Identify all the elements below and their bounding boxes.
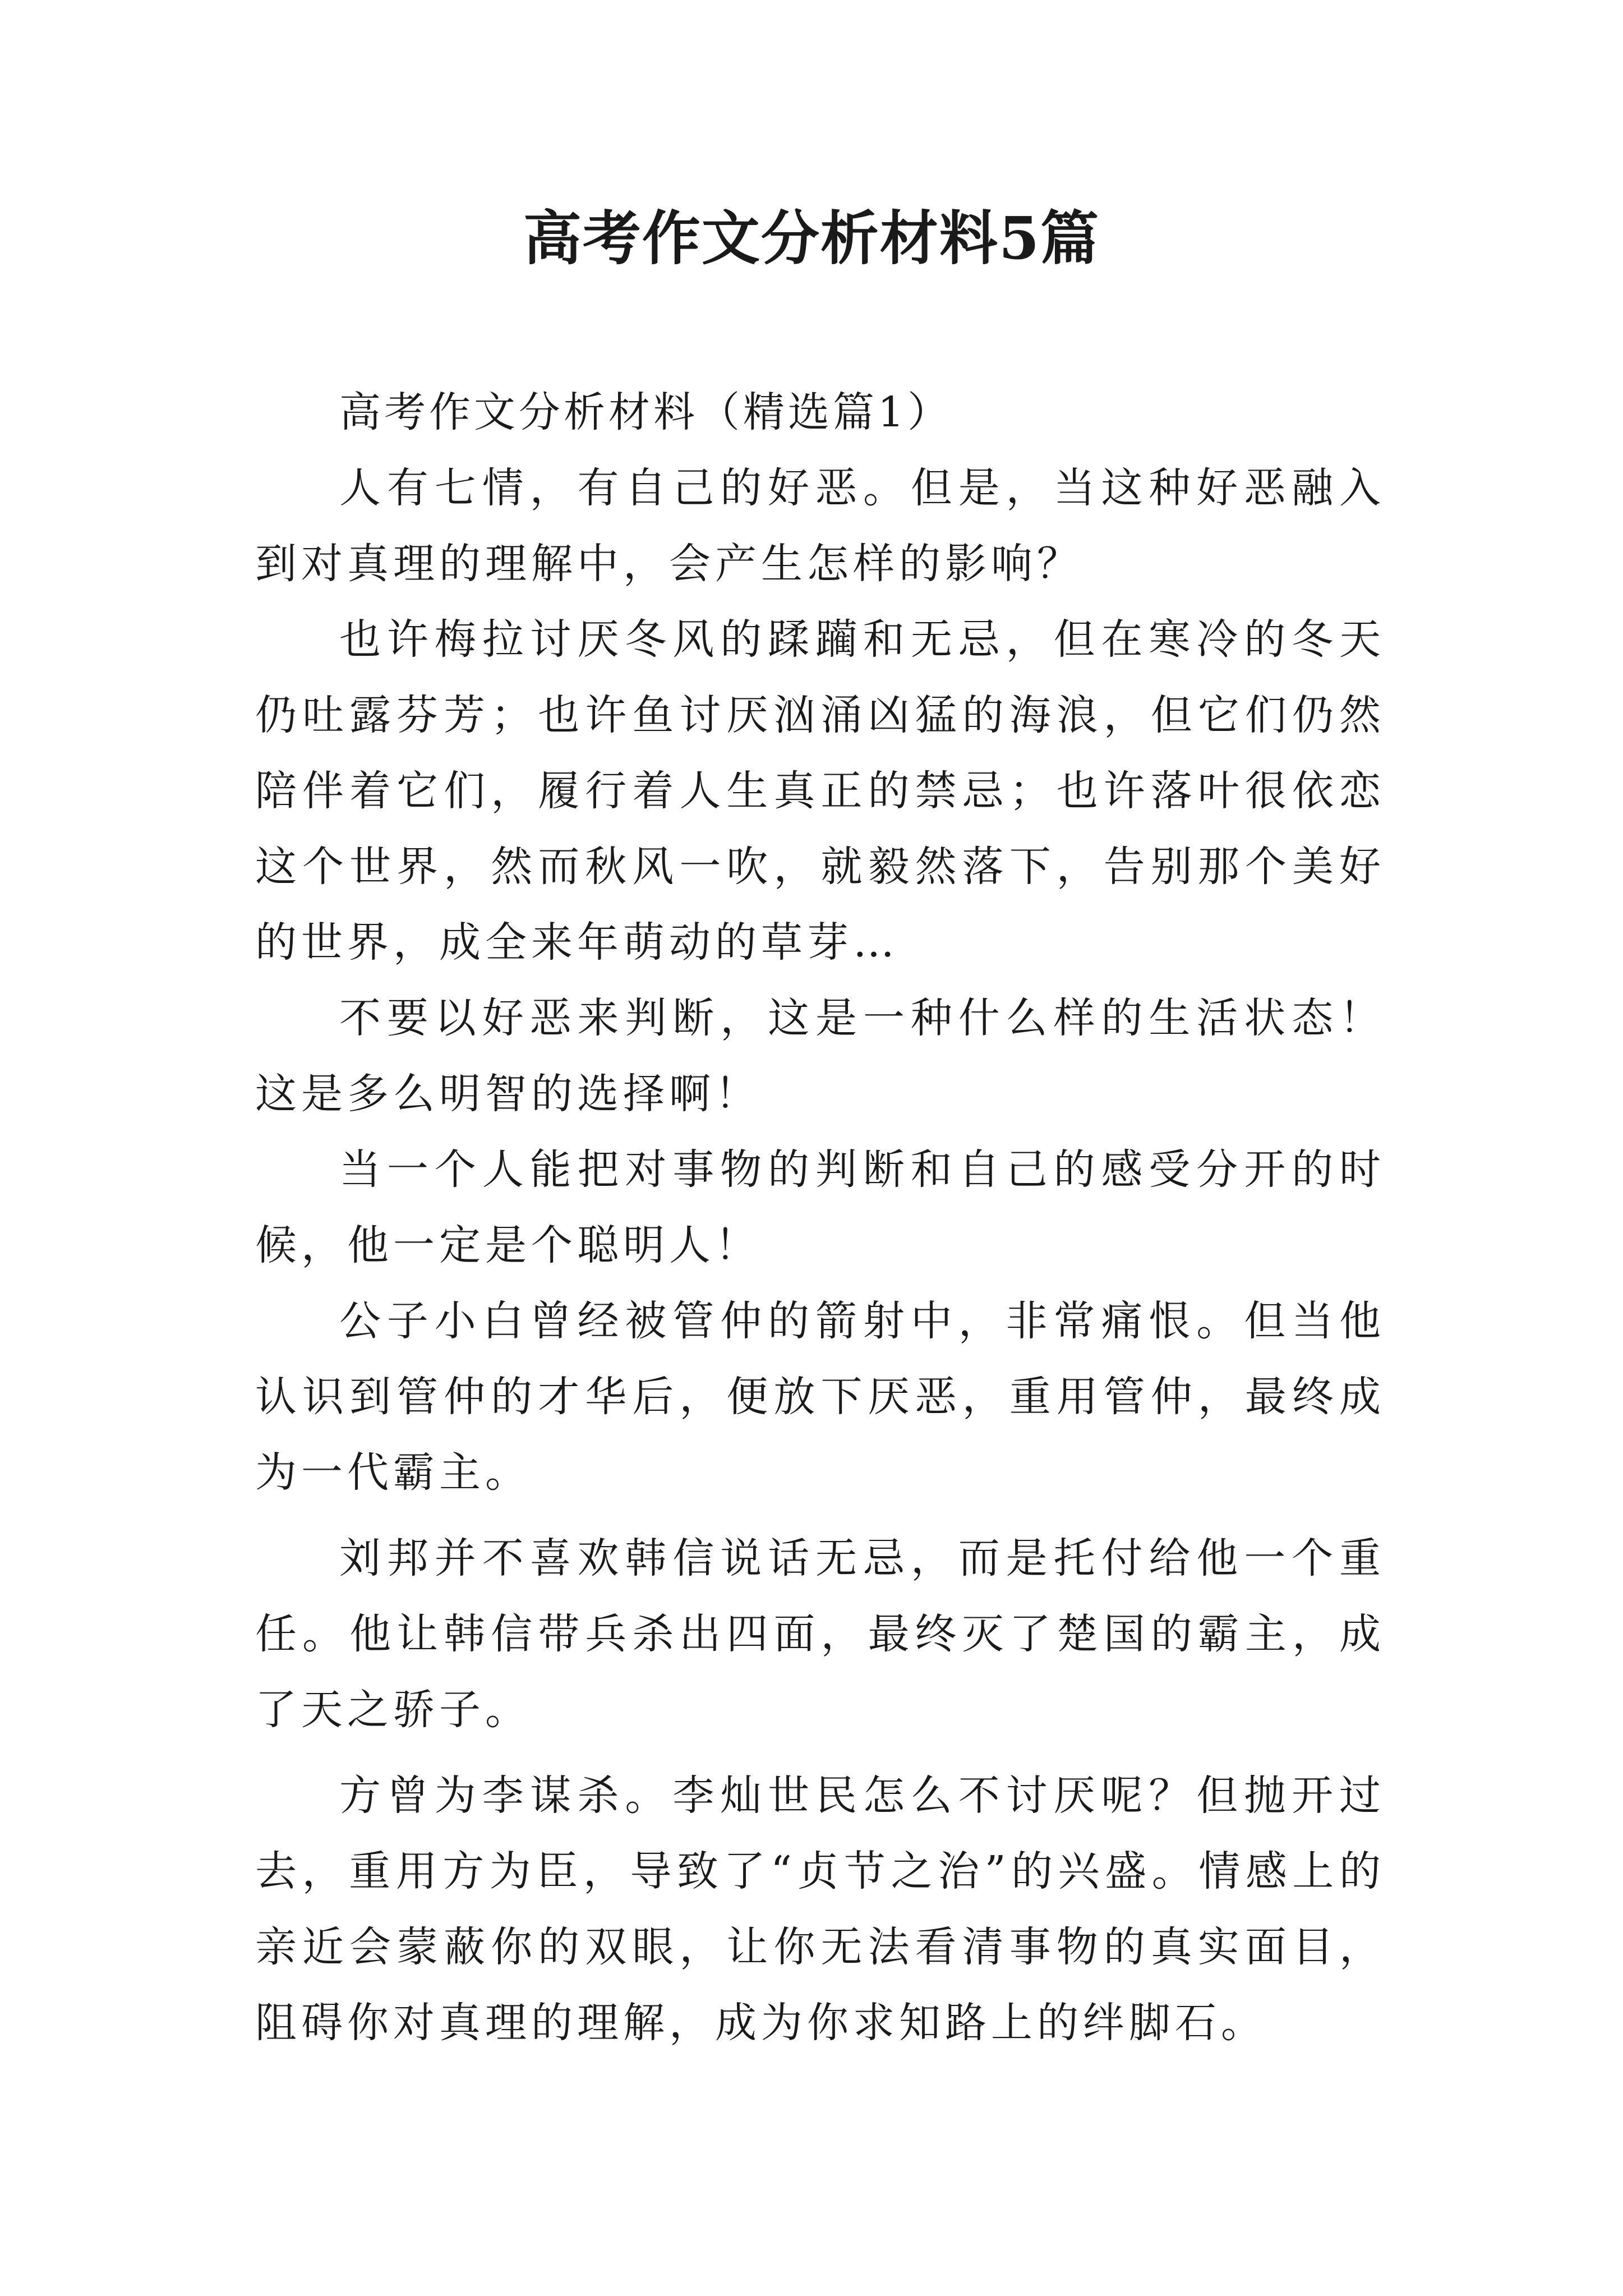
paragraph: 当一个人能把对事物的判断和自己的感受分开的时候，他一定是个聪明人！: [255, 1145, 1385, 1269]
paragraph: 公子小白曾经被管仲的箭射中，非常痛恨。但当他认识到管仲的才华后，便放下厌恶，重用管仲，最终成为一代霸主。: [255, 1297, 1385, 1497]
paragraph: 也许梅拉讨厌冬风的蹂躏和无忌，但在寒冷的冬天仍吐露芬芳；也许鱼讨厌汹涌凶猛的海浪，但它们仍然陪伴着它们，履行着人生真正的禁忌；也许落叶很依恋这个世界，然而秋风一吹，就毅然落下，告别那个美好的世界，成全来年萌动的草芽…: [255, 615, 1385, 967]
paragraph: 不要以好恶来判断，这是一种什么样的生活状态！这是多么明智的选择啊！: [255, 994, 1385, 1118]
section-heading: 高考作文分析材料（精选篇1）: [339, 388, 953, 436]
paragraph: 人有七情，有自己的好恶。但是，当这种好恶融入到对真理的理解中，会产生怎样的影响？: [255, 464, 1385, 588]
paragraph: 方曾为李谋杀。李灿世民怎么不讨厌呢？但抛开过去，重用方为臣，导致了“贞节之治”的兴盛。情感上的亲近会蒙蔽你的双眼，让你无法看清事物的真实面目，阻碍你对真理的理解，成为你求知路上的绊脚石。: [255, 1772, 1385, 2047]
paragraph: 刘邦并不喜欢韩信说话无忌，而是托付给他一个重任。他让韩信带兵杀出四面，最终灭了楚国的霸主，成了天之骄子。: [255, 1534, 1385, 1734]
document-title: 高考作文分析材料5篇: [523, 204, 1100, 273]
document-body: [255, 375, 1385, 2061]
